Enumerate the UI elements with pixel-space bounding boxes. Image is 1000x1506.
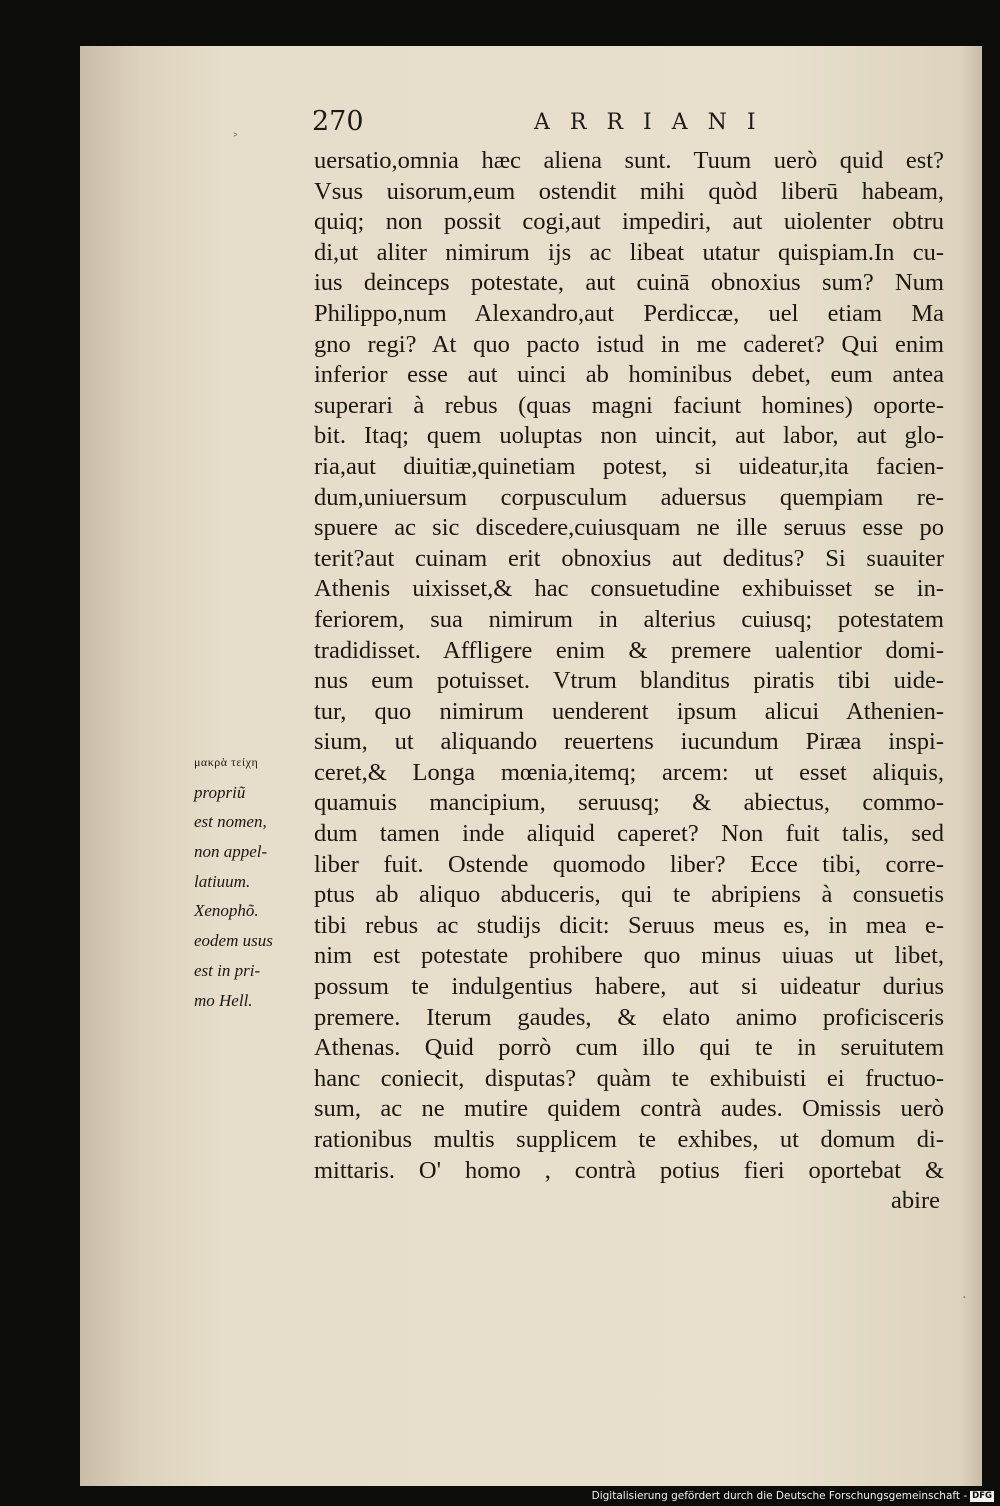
marginal-note-line: non appel-	[194, 842, 268, 862]
text-line: spuere ac sic discedere,cuiusquam ne ille seruus esse po	[314, 514, 944, 542]
text-line: ius deinceps potestate, aut cuinā obnoxius sum? Num	[314, 269, 944, 297]
text-line: dum tamen inde aliquid caperet? Non fuit talis, sed	[314, 820, 944, 848]
marginal-note-line: propriũ	[194, 782, 246, 802]
text-line: Philippo,num Alexandro,aut Perdiccæ, uel etiam Ma	[314, 299, 944, 327]
text-line: dum,uniuersum corpusculum aduersus quempiam re-	[314, 483, 944, 511]
text-line: sum, ac ne mutire quidem contrà audes. Omissis uerò	[314, 1095, 944, 1123]
text-line: liber fuit. Ostende quomodo liber? Ecce tibi, corre-	[314, 850, 944, 878]
marginal-note-line: est nomen,	[194, 812, 267, 832]
marginal-note-line: mo Hell.	[194, 990, 253, 1010]
text-line: quamuis mancipium, seruusq; & abiectus, commo-	[314, 789, 944, 817]
marginal-note-line: est in pri-	[194, 960, 261, 980]
text-line: ptus ab aliquo abduceris, qui te abripiens à consuetis	[314, 881, 944, 909]
text-line: superari à rebus (quas magni faciunt homines) oporte-	[314, 391, 944, 419]
page-header	[312, 106, 782, 146]
marginal-note-line: latiuum.	[194, 871, 251, 891]
text-line: hanc coniecit, disputas? quàm te exhibuisti ei fructuo-	[314, 1064, 944, 1092]
marginal-note-line: μακρὰ τείχη	[194, 755, 259, 769]
text-line: rationibus multis supplicem te exhibes, ut domum di-	[314, 1126, 944, 1153]
text-line: bit. Itaq; quem uoluptas non uincit, aut labor, aut glo-	[314, 422, 944, 450]
credit-text: Digitalisierung gefördert durch die Deutsche Forschungsgemeinschaft -	[591, 1490, 968, 1502]
text-line: Vsus uisorum,eum ostendit mihi quòd liberū habeam,	[314, 177, 944, 205]
text-line: nus eum potuisset. Vtrum blanditus piratis tibi uide-	[314, 667, 944, 695]
text-line: di,ut aliter nimirum ijs ac libeat utatur quispiam.In cu-	[314, 238, 944, 266]
ink-speck: ·	[962, 1290, 967, 1306]
text-line: tur, quo nimirum uenderent ipsum alicui Athenien-	[314, 697, 944, 725]
text-line: gno regi? At quo pacto istud in me caderet? Qui enim	[314, 330, 944, 358]
text-line: Athenas. Quid porrò cum illo qui te in seruitutem	[314, 1034, 944, 1062]
text-line: feriorem, sua nimirum in alterius cuiusq; potestatem	[314, 605, 944, 633]
page-number: 270	[312, 106, 364, 137]
text-line: inferior esse aut uinci ab hominibus debet, eum antea	[314, 361, 944, 389]
main-text-column	[314, 146, 944, 1217]
text-line: premere. Iterum gaudes, & elato animo proficisceris	[314, 1003, 944, 1031]
text-line: nim est potestate prohibere quo minus uiuas ut libet,	[314, 942, 944, 970]
text-line: Athenis uixisset,& hac consuetudine exhibuisset se in-	[314, 575, 944, 603]
marginal-note-line: Xenophõ.	[194, 901, 259, 921]
digitization-credit	[592, 1490, 994, 1502]
text-line: ria,aut diuitiæ,quinetiam potest, si uideatur,ita facien-	[314, 452, 944, 480]
marginal-note	[194, 748, 306, 1015]
text-line: abire	[891, 1187, 940, 1215]
text-line: terit?aut cuinam erit obnoxius aut deditus? Si suauiter	[314, 544, 944, 572]
text-line: sium, ut aliquando reuertens iucundum Piræa inspi-	[314, 728, 944, 756]
text-line: tibi rebus ac studijs dicit: Seruus meus es, in mea e-	[314, 911, 944, 939]
text-line: possum te indulgentius habere, aut si uideatur durius	[314, 973, 944, 1001]
text-line: mittaris. O' homo , contrà potius fieri oportebat &	[314, 1156, 944, 1184]
text-line: tradidisset. Affligere enim & premere ualentior domi-	[314, 636, 944, 664]
running-head: ARRIANI	[534, 110, 776, 135]
text-line: quiq; non possit cogi,aut impediri, aut uiolenter obtru	[314, 208, 944, 236]
dfg-logo: DFG	[972, 1490, 992, 1501]
ink-speck: ˃	[232, 132, 239, 148]
text-line: uersatio,omnia hæc aliena sunt. Tuum uerò quid est?	[314, 147, 944, 174]
text-line: ceret,& Longa mœnia,itemq; arcem: ut esset aliquis,	[314, 758, 944, 786]
marginal-note-line: eodem usus	[194, 931, 273, 951]
